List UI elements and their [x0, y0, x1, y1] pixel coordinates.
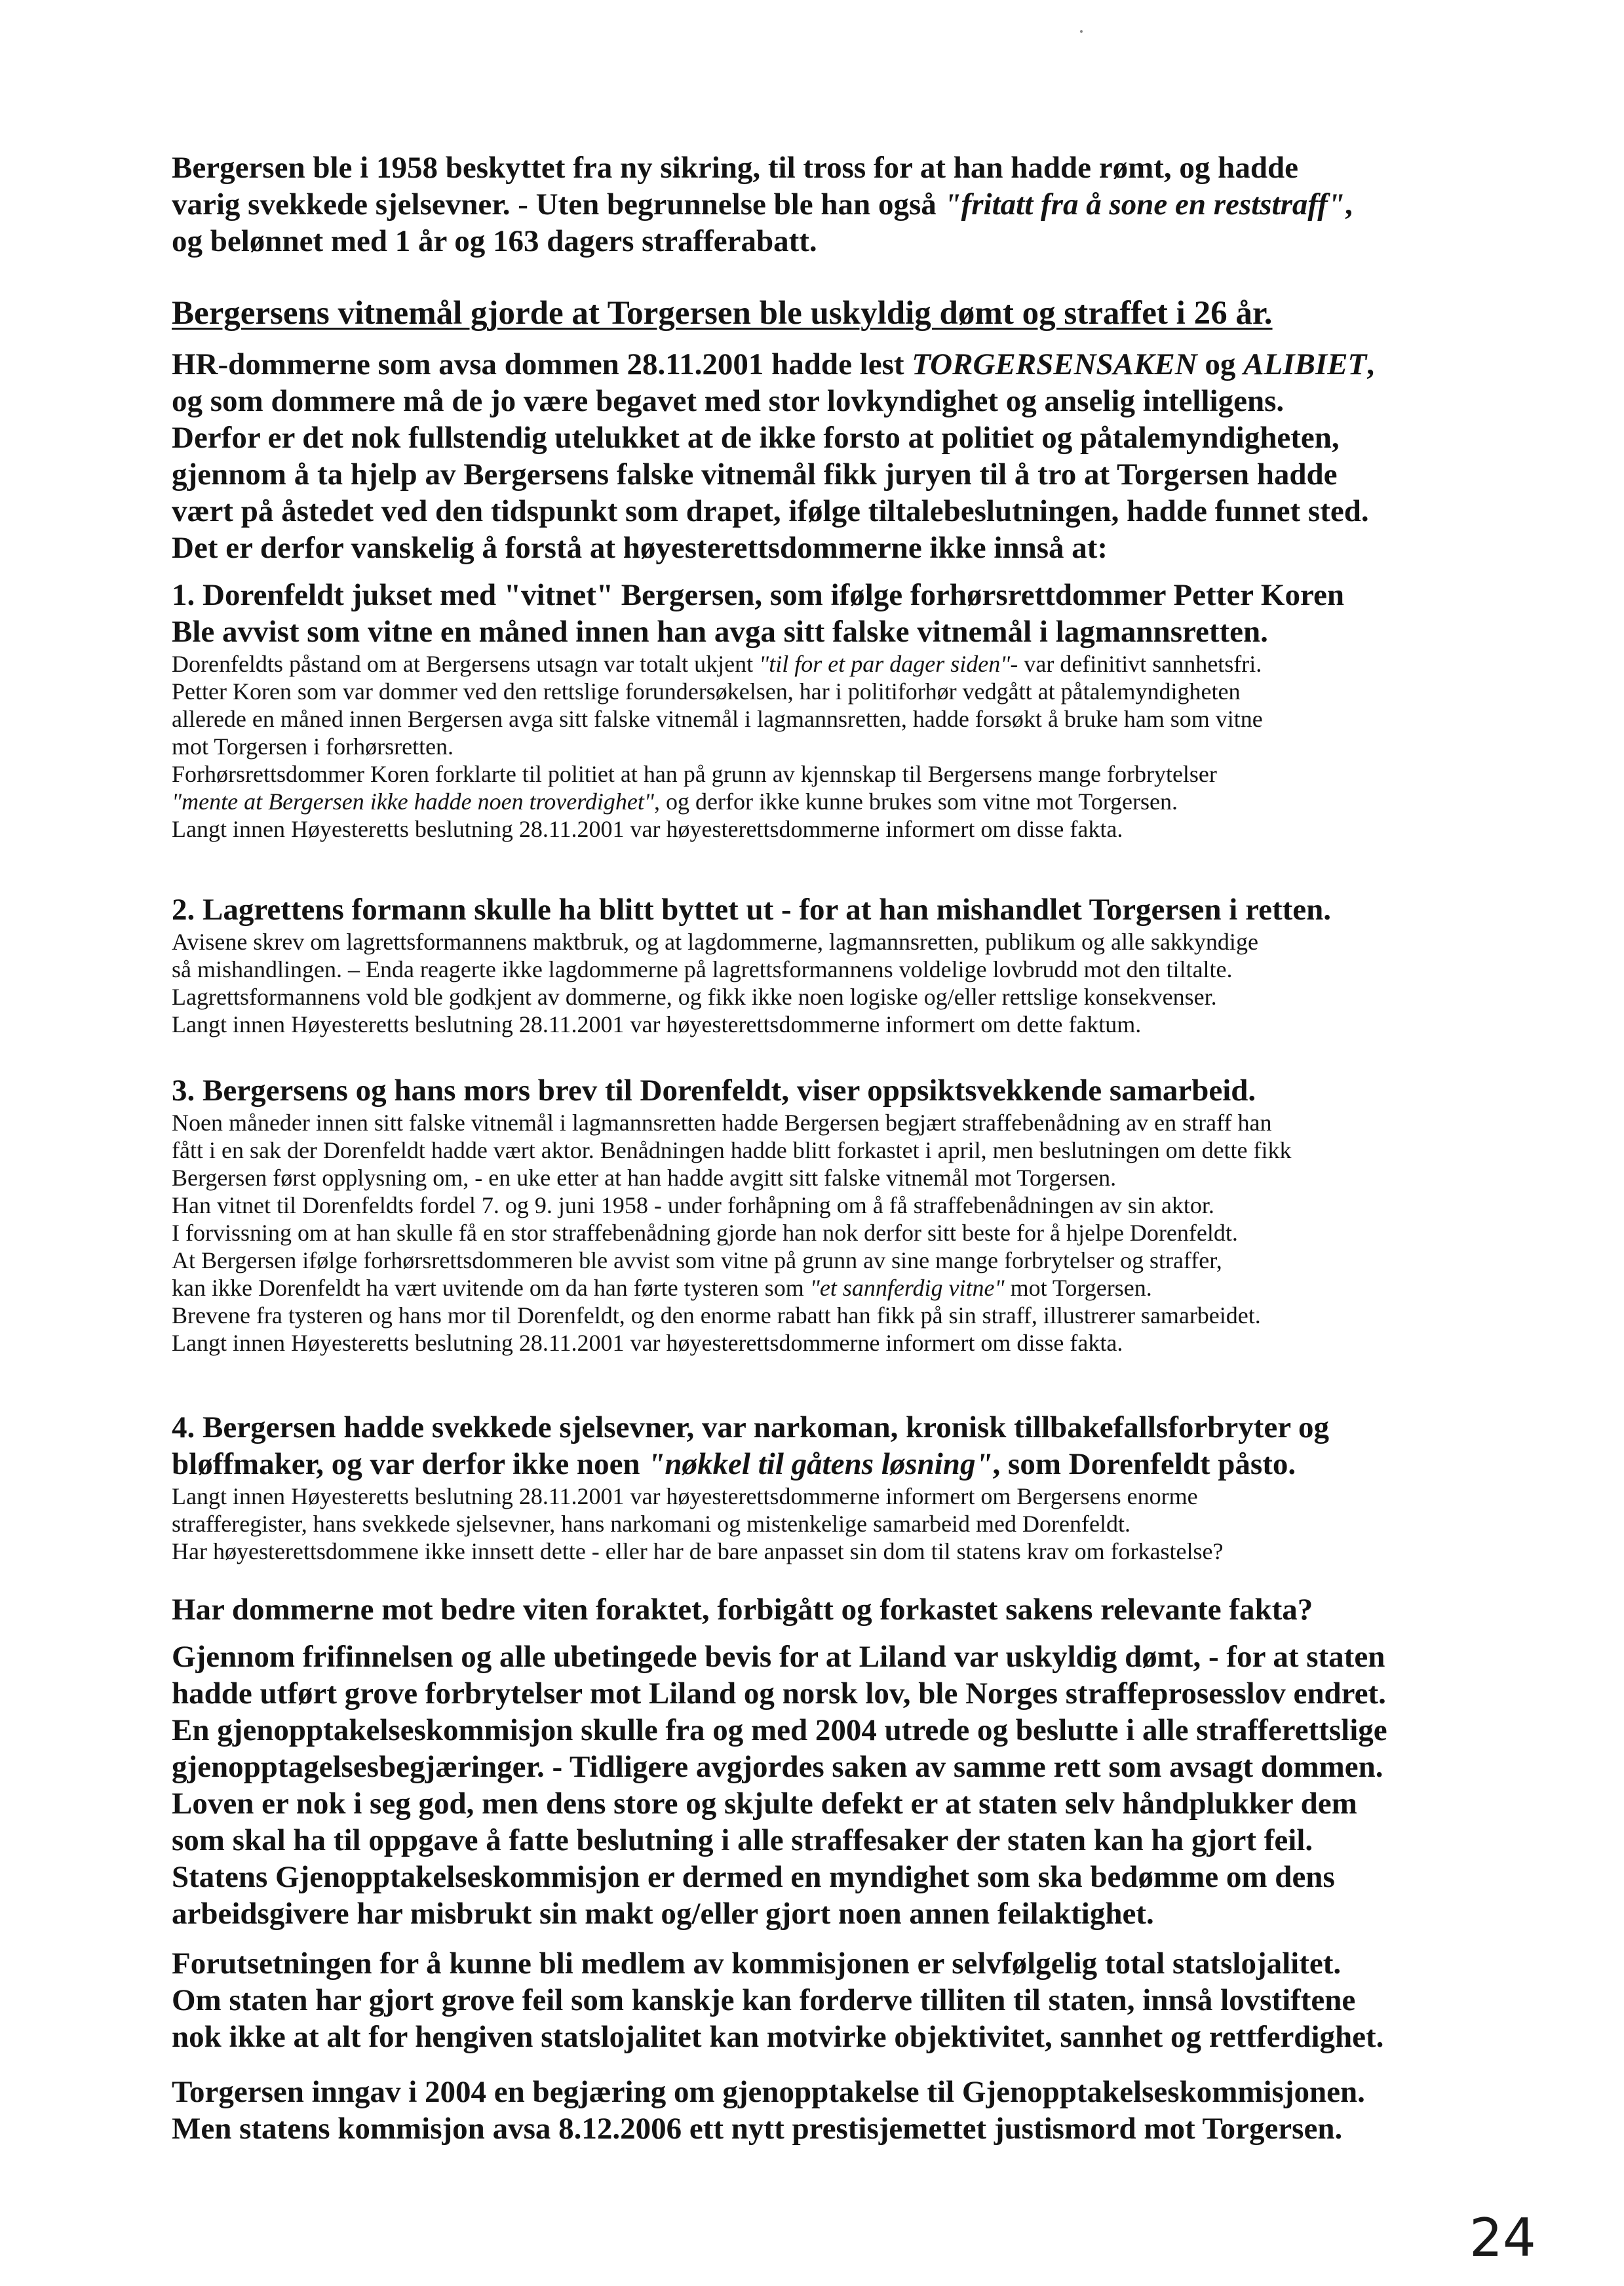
text-line: nok ikke at alt for hengiven statslojalitet kan motvirke objektivitet, sannhet og rettferdighet.: [172, 2020, 1384, 2054]
loyalty-paragraph: [172, 1945, 1456, 2055]
item-3: [172, 1072, 1456, 1357]
text-line: Loven er nok i seg god, men dens store og skjulte defekt er at staten selv håndplukker dem: [172, 1787, 1357, 1821]
item-heading: 2. Lagrettens formann skulle ha blitt byttet ut - for at han mishandlet Torgersen i retten.: [172, 893, 1332, 927]
intro-paragraph: [172, 149, 1456, 260]
scan-speck: [1080, 30, 1083, 33]
text-line: Langt innen Høyesteretts beslutning 28.11.2001 var høyesterettsdommerne informert om disse fakta.: [172, 1330, 1123, 1356]
text-line: så mishandlingen. – Enda reagerte ikke lagdommerne på lagrettsformannens voldelige lovbrudd mot den tiltalte.: [172, 956, 1233, 982]
section-heading: Bergersens vitnemål gjorde at Torgersen ble uskyldig dømt og straffet i 26 år.: [172, 295, 1273, 332]
text-line: Dorenfeldts påstand om at Bergersens utsagn var totalt ukjent "til for et par dager siden"- var definitivt sannhetsfri.: [172, 651, 1262, 677]
item-1: [172, 577, 1456, 843]
text-line: Det er derfor vanskelig å forstå at høyesterettsdommerne ikke innså at:: [172, 531, 1108, 565]
text-line: Statens Gjenopptakelseskommisjon er dermed en myndighet som ska bedømme om dens: [172, 1860, 1335, 1894]
text-line: Har høyesterettsdommene ikke innsett dette - eller har de bare anpasset sin dom til statens krav om forkastelse?: [172, 1538, 1224, 1564]
text-line: Langt innen Høyesteretts beslutning 28.11.2001 var høyesterettsdommerne informert om disse fakta.: [172, 816, 1123, 842]
question-line: Har dommerne mot bedre viten foraktet, forbigått og forkastet sakens relevante fakta?: [172, 1593, 1313, 1627]
text-line: Bergersen først opplysning om, - en uke etter at han hadde avgitt sitt falske vitnemål mot Torgersen.: [172, 1165, 1117, 1191]
text-line: Om staten har gjort grove feil som kanskje kan forderve tilliten til staten, innså lovstiftene: [172, 1983, 1356, 2017]
text-line: Han vitnet til Dorenfeldts fordel 7. og 9. juni 1958 - under forhåpning om å få straffebenådningen av sin aktor.: [172, 1192, 1214, 1218]
text-line: Lagrettsformannens vold ble godkjent av dommerne, og fikk ikke noen logiske og/eller rettslige konsekvenser.: [172, 984, 1217, 1010]
text-line: At Bergersen ifølge forhørsrettsdommeren ble avvist som vitne på grunn av sine mange forbrytelser og straffer,: [172, 1247, 1222, 1273]
text-line: og belønnet med 1 år og 163 dagers strafferabatt.: [172, 224, 817, 258]
text-line: og som dommere må de jo være begavet med stor lovkyndighet og anselig intelligens.: [172, 384, 1285, 418]
text-line: "mente at Bergersen ikke hadde noen troverdighet", og derfor ikke kunne brukes som vitne mot Torgersen.: [172, 788, 1178, 815]
item-heading: 3. Bergersens og hans mors brev til Dorenfeldt, viser oppsiktsvekkende samarbeid.: [172, 1074, 1256, 1108]
text-line: vært på åstedet ved den tidspunkt som drapet, ifølge tiltalebeslutningen, hadde funnet sted.: [172, 494, 1369, 528]
hr-paragraph: [172, 346, 1456, 566]
text-line: hadde utført grove forbrytelser mot Liland og norsk lov, ble Norges straffeprosesslov endret.: [172, 1676, 1386, 1711]
item-heading: 1. Dorenfeldt jukset med "vitnet" Bergersen, som ifølge forhørsrettdommer Petter Koren: [172, 578, 1345, 612]
item-heading: Ble avvist som vitne en måned innen han avga sitt falske vitnemål i lagmannsretten.: [172, 615, 1268, 649]
text-line: Petter Koren som var dommer ved den rettslige forundersøkelsen, har i politiforhør vedgått at påtalemyndigheten: [172, 678, 1241, 705]
item-2: [172, 891, 1456, 1038]
item-body: [172, 650, 1456, 843]
item-4: [172, 1409, 1456, 1565]
text-line: mot Torgersen i forhørsretten.: [172, 733, 454, 760]
text-line: som skal ha til oppgave å fatte beslutning i alle straffesaker der staten kan ha gjort feil.: [172, 1823, 1313, 1857]
text-line: kan ikke Dorenfeldt ha vært uvitende om da han førte tysteren som "et sannferdig vitne" mot Torgersen.: [172, 1275, 1152, 1301]
text-line: Forutsetningen for å kunne bli medlem av kommisjonen er selvfølgelig total statslojalitet.: [172, 1947, 1342, 1981]
text-line: Langt innen Høyesteretts beslutning 28.11.2001 var høyesterettsdommerne informert om Bergersens enorme: [172, 1483, 1198, 1509]
item-body: [172, 928, 1456, 1038]
text-line: gjenopptagelsesbegjæringer. - Tidligere avgjordes saken av samme rett som avsagt dommen.: [172, 1750, 1383, 1784]
text-line: Avisene skrev om lagrettsformannens maktbruk, og at lagdommerne, lagmannsretten, publikum og alle sakkyndige: [172, 929, 1258, 955]
text-line: gjennom å ta hjelp av Bergersens falske vitnemål fikk juryen til å tro at Torgersen hadde: [172, 457, 1338, 492]
text-line: Men statens kommisjon avsa 8.12.2006 ett nytt prestisjemettet justismord mot Torgersen.: [172, 2112, 1343, 2146]
text-line: varig svekkede sjelsevner. - Uten begrunnelse ble han også "fritatt fra å sone en reststraff",: [172, 187, 1353, 222]
text-line: Brevene fra tysteren og hans mor til Dorenfeldt, og den enorme rabatt han fikk på sin straff, illustrerer samarbeidet.: [172, 1302, 1261, 1328]
text-line: HR-dommerne som avsa dommen 28.11.2001 hadde lest TORGERSENSAKEN og ALIBIET,: [172, 347, 1374, 381]
item-body: [172, 1109, 1456, 1357]
text-line: Derfor er det nok fullstendig utelukket at de ikke forsto at politiet og påtalemyndigheten,: [172, 421, 1340, 455]
text-line: Torgersen inngav i 2004 en begjæring om gjenopptakelse til Gjenopptakelseskommisjonen.: [172, 2075, 1365, 2109]
text-line: En gjenopptakelseskommisjon skulle fra og med 2004 utrede og beslutte i alle strafferettslige: [172, 1713, 1387, 1747]
text-line: allerede en måned innen Bergersen avga sitt falske vitnemål i lagmannsretten, hadde forsøkt å bruke ham som vitne: [172, 706, 1263, 732]
text-line: fått i en sak der Dorenfeldt hadde vært aktor. Benådningen hadde blitt forkastet i april, men beslutningen om dette fikk: [172, 1137, 1292, 1163]
text-line: Noen måneder innen sitt falske vitnemål i lagmannsretten hadde Bergersen begjært straffebenådning av en straff han: [172, 1110, 1272, 1136]
text-line: arbeidsgivere har misbrukt sin makt og/eller gjort noen annen feilaktighet.: [172, 1897, 1154, 1931]
text-line: I forvissning om at han skulle få en stor straffebenådning gjorde han nok derfor sitt beste for å hjelpe Dorenfeldt.: [172, 1220, 1238, 1246]
item-heading: 4. Bergersen hadde svekkede sjelsevner, var narkoman, kronisk tillbakefallsforbryter og: [172, 1410, 1329, 1444]
text-line: strafferegister, hans svekkede sjelsevner, hans narkomani og mistenkelige samarbeid med Dorenfeldt.: [172, 1511, 1131, 1537]
text-line: Forhørsrettsdommer Koren forklarte til politiet at han på grunn av kjennskap til Bergersens mange forbrytelser: [172, 761, 1217, 787]
final-paragraph: [172, 2074, 1456, 2147]
text-line: Bergersen ble i 1958 beskyttet fra ny sikring, til tross for at han hadde rømt, og hadde: [172, 151, 1298, 185]
item-body: [172, 1482, 1456, 1565]
text-line: Gjennom frifinnelsen og alle ubetingede bevis for at Liland var uskyldig dømt, - for at staten: [172, 1640, 1385, 1674]
text-line: Langt innen Høyesteretts beslutning 28.11.2001 var høyesterettsdommerne informert om dette faktum.: [172, 1011, 1142, 1037]
commission-paragraph: [172, 1638, 1456, 1932]
page-number: 24: [1469, 2207, 1536, 2268]
item-heading: bløffmaker, og var derfor ikke noen "nøkkel til gåtens løsning", som Dorenfeldt påsto.: [172, 1447, 1296, 1481]
